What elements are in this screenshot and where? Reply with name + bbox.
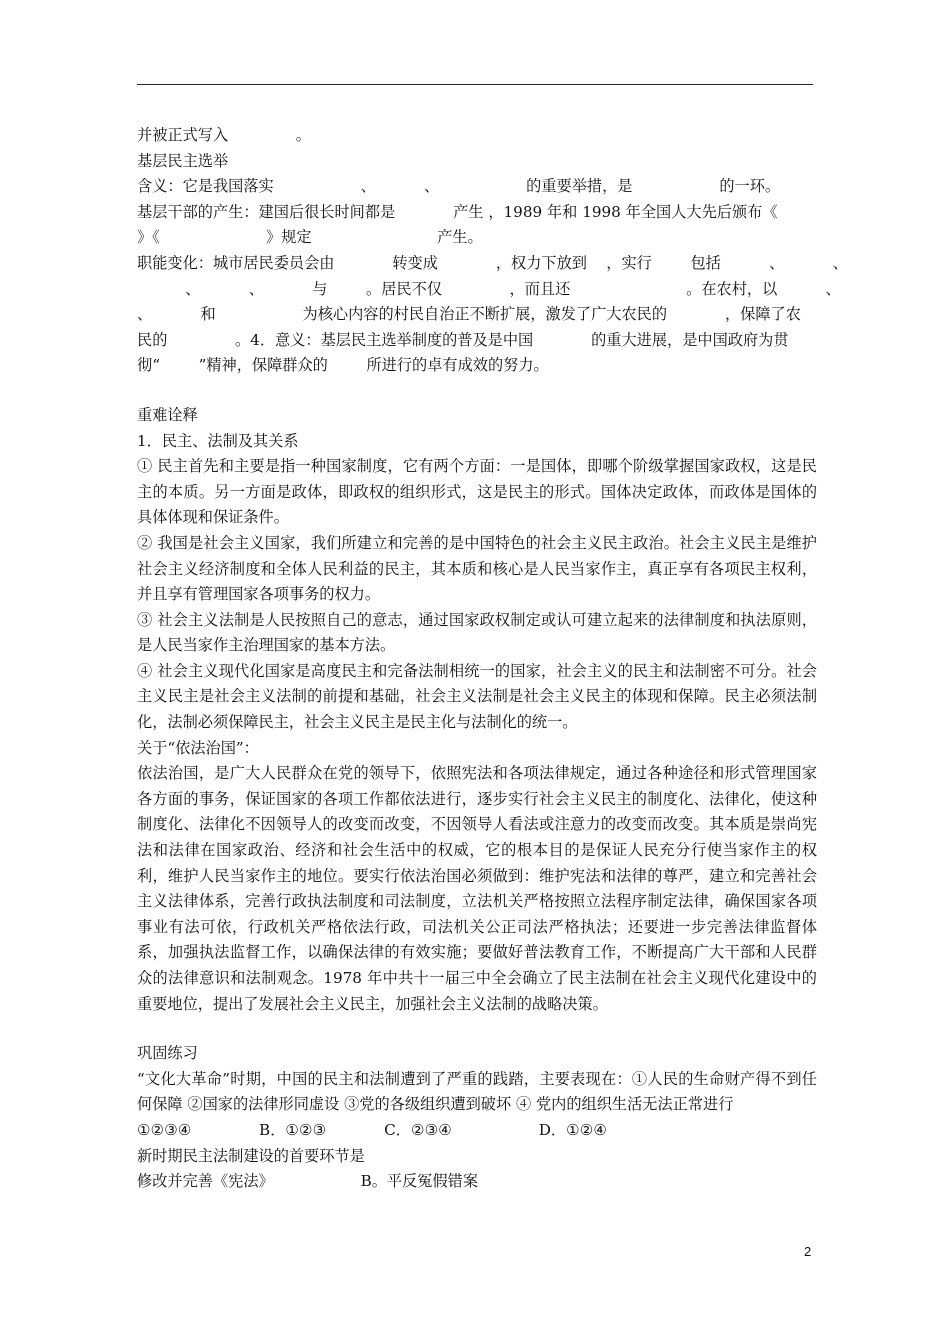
header-rule <box>137 84 813 85</box>
rule-of-law-paragraph: 依法治国，是广大人民群众在党的领导下，依照宪法和各项法律规定，通过各种途径和形式管理国家各方面的事务，保证国家的各项工作都依法进行，逐步实行社会主义民主的制度化、法律化，使这种制度化、法律化不因领导人的改变而改变，不因领导人看法或注意力的改变而改变。其本质是崇尚宪法和法律在国家政治、经济和社会生活中的权威，它的根本目的是保证人民充分行使当家作主的权利，维护人民当家作主的地位。要实行依法治国必须做到：维护宪法和法律的尊严，建立和完善社会主义法律体系，完善行政执法制度和司法制度，立法机关严格按照立法程序制定法律，确保国家各项事业有法可依，行政机关严格依法行政，司法机关公正司法严格执法；还要进一步完善法律监督体系，加强执法监督工作，以确保法律的有效实施；要做好普法教育工作，不断提高广大干部和人民群众的法律意识和法制观念。1978 年中共十一届三中全会确立了民主法制在社会主义现代化建设中的重要地位，提出了发展社会主义民主，加强社会主义法制的战略决策。 <box>137 764 817 1013</box>
page-body <box>137 123 848 1195</box>
section-subtitle: 1．民主、法制及其关系 <box>137 431 299 450</box>
text-line: 基层干部的产生：建国后很长时间都是 产生 ，1989 年和 1998 年全国人大先后颁布《 <box>137 202 778 221</box>
text-line: 彻“ ”精神，保障群众的 所进行的卓有成效的努力。 <box>137 356 549 375</box>
page-number: 2 <box>804 1244 812 1259</box>
question-1: “文化大革命”时期，中国的民主和法制遭到了严重的践踏，主要表现在：①人民的生命财产得不到任何保障 ②国家的法律形同虚设 ③党的各级组织遭到破坏 ④ 党内的组织生活无法正常进行 <box>137 1069 817 1114</box>
section-key-points <box>137 403 817 1017</box>
text-line: 》《 》规定 产生。 <box>137 228 483 247</box>
paragraph-1: ① 民主首先和主要是指一种国家制度，它有两个方面：一是国体，即哪个阶级掌握国家政权，这是民主的本质。另一方面是政体，即政权的组织形式，这是民主的形式。国体决定政体，而政体是国体的具体体现和保证条件。 <box>137 457 817 527</box>
text-line: 含义：它是我国落实 、 、 的重要举措，是 的一环。 <box>137 177 781 196</box>
question-2-options: 修改并完善《宪法》 B。平反冤假错案 <box>137 1172 479 1191</box>
question-1-options: ①②③④ B．①②③ C．②③④ D．①②④ <box>137 1120 607 1139</box>
text-line: 、 和 为核心内容的村民自治正不断扩展，激发了广大农民的 ，保障了农 <box>137 305 801 324</box>
section-title: 重难诠释 <box>137 405 198 424</box>
section-basic-democracy <box>137 123 848 379</box>
rule-of-law-heading: 关于“依法治国”： <box>137 738 259 757</box>
text-line: 民的 。4．意义：基层民主选举制度的普及是中国 的重大进展，是中国政府为贯 <box>137 330 789 349</box>
paragraph-3: ③ 社会主义法制是人民按照自己的意志，通过国家政权制定或认可建立起来的法律制度和执法原则，是人民当家作主治理国家的基本方法。 <box>137 610 817 655</box>
section-practice <box>137 1041 817 1195</box>
paragraph-4: ④ 社会主义现代化国家是高度民主和完备法制相统一的国家，社会主义的民主和法制密不可分。社会主义民主是社会主义法制的前提和基础，社会主义法制是社会主义民主的体现和保障。民主必须法制化，法制必须保障民主，社会主义民主是民主化与法制化的统一。 <box>137 661 817 732</box>
section-title: 巩固练习 <box>137 1044 198 1063</box>
text-line: 职能变化：城市居民委员会由 转变成 ，权力下放到 ，实行 包括 、 、 <box>137 253 848 272</box>
text-line: 、 、 与 。居民不仅 ，而且还 。在农村，以 、 <box>137 279 841 298</box>
text-line: 并被正式写入 。 <box>137 126 311 144</box>
heading-grassroots-election: 基层民主选举 <box>137 151 229 170</box>
question-2: 新时期民主法制建设的首要环节是 <box>137 1146 365 1165</box>
paragraph-2: ② 我国是社会主义国家，我们所建立和完善的是中国特色的社会主义民主政治。社会主义民主是维护社会主义经济制度和全体人民利益的民主，其本质和核心是人民当家作主，真正享有各项民主权利，并且享有管理国家各项事务的权力。 <box>137 533 817 604</box>
